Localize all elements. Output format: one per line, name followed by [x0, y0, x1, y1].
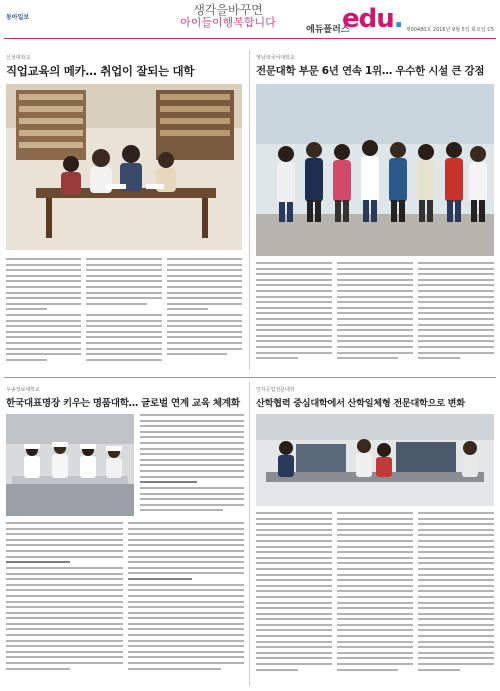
logo-dot-icon: .: [393, 4, 403, 34]
article-4-col-1: [256, 512, 332, 686]
kitchen-training-image: [6, 414, 134, 516]
article-4: [256, 386, 494, 409]
article-1-photo: [6, 84, 242, 250]
article-3-headline: 한국대표명장 키우는 명품대학… 글로벌 연계 교육 체계화: [6, 398, 240, 409]
masthead: [0, 0, 500, 40]
article-2-body: [256, 262, 494, 370]
article-4-photo: [256, 414, 494, 506]
article-2-kicker: 영남외국어대학교: [256, 55, 295, 61]
article-2-col-1: [256, 262, 332, 370]
section-label: 에듀플러스: [306, 25, 350, 35]
article-1: [6, 54, 242, 79]
article-4-col-2: [337, 512, 413, 686]
slogan-line-2: 아이들이행복합니다: [180, 15, 276, 29]
section-divider: [4, 377, 496, 378]
article-4-col-3: [418, 512, 494, 686]
students-group-image: [256, 84, 494, 256]
article-1-kicker: 신성대학교: [6, 55, 31, 61]
masthead-rule: [4, 38, 496, 39]
paper-name: 동아일보: [6, 14, 30, 21]
article-3-body: [6, 522, 244, 686]
article-4-kicker: 인하공업전문대학: [256, 387, 295, 393]
article-4-headline: 산학협력 중심대학에서 산학일체형 전문대학으로 변화: [256, 398, 465, 409]
article-3-photo: [6, 414, 134, 516]
column-divider-bottom: [249, 382, 250, 686]
article-3-kicker: 우송정보대학교: [6, 387, 40, 393]
article-1-body: [6, 258, 242, 314]
edu-logo: [342, 4, 403, 34]
article-1-col-2: [86, 258, 161, 314]
article-1-body-lower: [6, 314, 242, 368]
article-1-col-1: [6, 258, 81, 314]
article-1-col-1b: [6, 314, 81, 368]
article-1-headline: 직업교육의 메카… 취업이 잘되는 대학: [6, 64, 195, 78]
article-2-col-3: [418, 262, 494, 370]
article-2-photo: [256, 84, 494, 256]
article-1-col-3: [167, 258, 242, 314]
article-3-col-side: [140, 414, 244, 516]
article-3-col-2: [128, 522, 245, 686]
article-3-col-1: [6, 522, 123, 686]
issue-info: 제00480호 2016년 9월 5일 화요일 C5: [405, 27, 494, 33]
lab-students-image: [256, 414, 494, 506]
article-4-body: [256, 512, 494, 686]
article-1-col-3b: [167, 314, 242, 368]
article-1-col-2b: [86, 314, 161, 368]
article-3: [6, 386, 244, 409]
slogan-line-1: 생각을바꾸면: [193, 3, 263, 17]
library-scene-image: [6, 84, 242, 250]
article-3-body-side: [140, 414, 244, 516]
article-2-headline: 전문대학 부문 6년 연속 1위… 우수한 시설 큰 강점: [256, 65, 485, 77]
logo-text: edu: [342, 4, 394, 34]
article-2-col-2: [337, 262, 413, 370]
article-2: [256, 54, 494, 78]
column-divider-top: [249, 50, 250, 370]
slogan: [178, 4, 278, 28]
